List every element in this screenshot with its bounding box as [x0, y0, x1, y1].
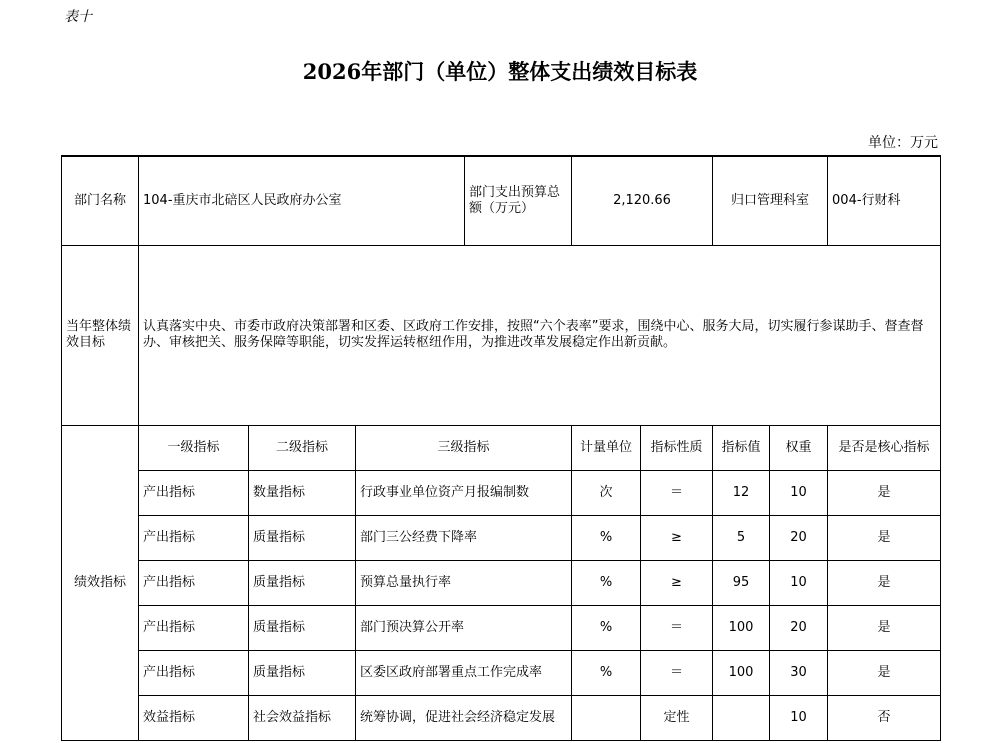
row-value: 100 [713, 650, 770, 695]
row-core: 是 [828, 605, 941, 650]
row-level3: 部门预决算公开率 [356, 605, 572, 650]
row-core: 是 [828, 515, 941, 560]
row-weight: 10 [770, 560, 828, 605]
table-row [62, 650, 941, 695]
dept-name-value: 104-重庆市北碚区人民政府办公室 [139, 156, 465, 245]
row-level2: 质量指标 [249, 560, 356, 605]
row-level1: 效益指标 [139, 695, 249, 740]
row-value: 5 [713, 515, 770, 560]
row-value [713, 695, 770, 740]
row-nature: ＝ [641, 650, 713, 695]
row-level1: 产出指标 [139, 605, 249, 650]
row-nature: ＝ [641, 605, 713, 650]
mgmt-office-value: 004-行财科 [828, 156, 941, 245]
header-weight: 权重 [770, 425, 828, 470]
header-level3: 三级指标 [356, 425, 572, 470]
header-level2: 二级指标 [249, 425, 356, 470]
mgmt-office-label: 归口管理科室 [713, 156, 828, 245]
row-level2: 质量指标 [249, 605, 356, 650]
row-unit: % [572, 515, 641, 560]
row-nature: ≥ [641, 560, 713, 605]
row-core: 是 [828, 470, 941, 515]
annual-goal-label: 当年整体绩效目标 [62, 245, 139, 425]
page-title: 2026年部门（单位）整体支出绩效目标表 [302, 59, 698, 84]
table-row [62, 695, 941, 740]
row-nature: 定性 [641, 695, 713, 740]
row-weight: 20 [770, 605, 828, 650]
row-unit [572, 695, 641, 740]
row-level2: 社会效益指标 [249, 695, 356, 740]
annual-goal-text: 认真落实中央、市委市政府决策部署和区委、区政府工作安排，按照“六个表率”要求，围绕中心、服务大局，切实履行参谋助手、督查督办、审核把关、服务保障等职能，切实发挥运转枢纽作用，为推进改革发展稳定作出新贡献。 [139, 245, 941, 425]
row-level3: 区委区政府部署重点工作完成率 [356, 650, 572, 695]
row-unit: % [572, 605, 641, 650]
budget-total-value: 2,120.66 [572, 156, 713, 245]
header-level1: 一级指标 [139, 425, 249, 470]
row-weight: 10 [770, 695, 828, 740]
row-level1: 产出指标 [139, 515, 249, 560]
row-weight: 30 [770, 650, 828, 695]
row-level3: 统筹协调，促进社会经济稳定发展 [356, 695, 572, 740]
row-level3: 部门三公经费下降率 [356, 515, 572, 560]
row-level1: 产出指标 [139, 560, 249, 605]
row-level2: 质量指标 [249, 650, 356, 695]
row-level2: 数量指标 [249, 470, 356, 515]
row-level3: 行政事业单位资产月报编制数 [356, 470, 572, 515]
table-row [62, 470, 941, 515]
row-weight: 10 [770, 470, 828, 515]
header-unit: 计量单位 [572, 425, 641, 470]
table-row [62, 560, 941, 605]
row-weight: 20 [770, 515, 828, 560]
row-level1: 产出指标 [139, 470, 249, 515]
row-core: 是 [828, 650, 941, 695]
row-value: 100 [713, 605, 770, 650]
row-level1: 产出指标 [139, 650, 249, 695]
table-row [62, 515, 941, 560]
indicators-section-label: 绩效指标 [62, 425, 139, 740]
dept-name-label: 部门名称 [62, 156, 139, 245]
row-nature: ＝ [641, 470, 713, 515]
row-value: 12 [713, 470, 770, 515]
table-number-label: 表十 [64, 9, 92, 25]
row-unit: % [572, 650, 641, 695]
row-unit: % [572, 560, 641, 605]
header-core: 是否是核心指标 [828, 425, 941, 470]
row-level2: 质量指标 [249, 515, 356, 560]
unit-label: 单位：万元 [868, 135, 938, 151]
row-unit: 次 [572, 470, 641, 515]
row-value: 95 [713, 560, 770, 605]
header-value: 指标值 [713, 425, 770, 470]
row-level3: 预算总量执行率 [356, 560, 572, 605]
row-nature: ≥ [641, 515, 713, 560]
row-core: 否 [828, 695, 941, 740]
table-row [62, 605, 941, 650]
header-nature: 指标性质 [641, 425, 713, 470]
row-core: 是 [828, 560, 941, 605]
performance-target-table [61, 155, 941, 741]
budget-total-label: 部门支出预算总额（万元） [465, 156, 572, 245]
